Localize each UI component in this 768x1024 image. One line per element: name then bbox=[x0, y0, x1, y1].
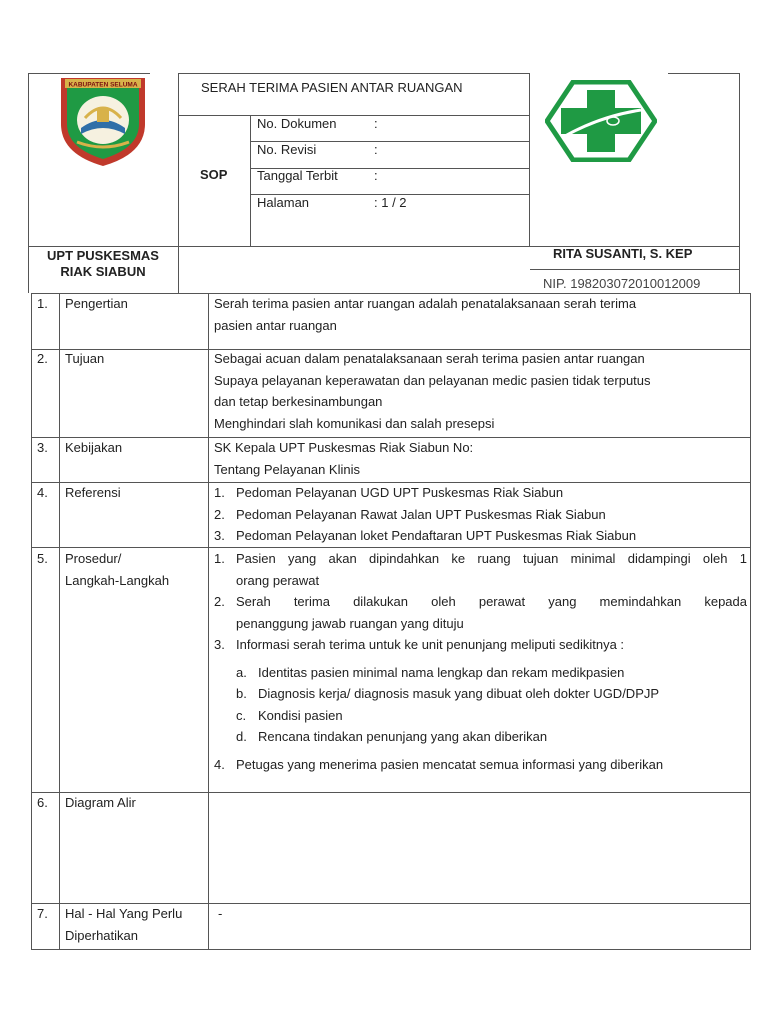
list-text: Pedoman Pelayanan loket Pendaftaran UPT Puskesmas Riak Siabun bbox=[236, 528, 637, 543]
list-item bbox=[214, 591, 747, 634]
list-text: Pedoman Pelayanan Rawat Jalan UPT Puskesmas Riak Siabun bbox=[236, 506, 606, 522]
list-marker: a. bbox=[236, 664, 247, 680]
meta-label: Halaman bbox=[257, 195, 310, 210]
list-item bbox=[214, 525, 744, 547]
row-label: Diagram Alir bbox=[65, 795, 136, 810]
content-line: Menghindari slah komunikasi dan salah presepsi bbox=[214, 415, 495, 431]
label-line: Prosedur/ bbox=[65, 551, 122, 566]
list-marker: 2. bbox=[214, 506, 225, 522]
row-label: Tujuan bbox=[65, 351, 105, 366]
row-content bbox=[214, 348, 744, 434]
list-text: Serah terima dilakukan oleh perawat yang memindahkan kepada bbox=[236, 594, 747, 609]
signer-nip: NIP. 198203072010012009 bbox=[543, 276, 701, 291]
content-line: dan tetap berkesinambungan bbox=[214, 394, 383, 409]
row-label bbox=[65, 548, 169, 591]
org-name-line1: UPT PUSKESMAS bbox=[47, 248, 159, 263]
list-item bbox=[214, 754, 747, 776]
meta-value: : 1 / 2 bbox=[374, 195, 407, 210]
content-line: Sebagai acuan dalam penatalaksanaan serah terima pasien antar ruangan bbox=[214, 351, 645, 366]
row-content bbox=[218, 903, 222, 925]
meta-value: : bbox=[374, 116, 378, 131]
list-text: Diagnosis kerja/ diagnosis masuk yang dibuat oleh dokter UGD/DPJP bbox=[258, 686, 660, 701]
meta-value: : bbox=[374, 142, 378, 157]
label-line: Hal - Hal Yang Perlu bbox=[65, 906, 183, 921]
puskesmas-green-cross-icon bbox=[545, 80, 657, 162]
list-item bbox=[214, 548, 747, 591]
row-content bbox=[214, 482, 744, 547]
sub-list-item bbox=[236, 683, 747, 705]
label-line: Langkah-Langkah bbox=[65, 572, 170, 588]
list-text: Pedoman Pelayanan UGD UPT Puskesmas Riak Siabun bbox=[236, 485, 564, 500]
sub-list-item bbox=[236, 705, 747, 727]
label-line: Diperhatikan bbox=[65, 927, 138, 943]
row-number: 1. bbox=[37, 296, 48, 311]
meta-label: Tanggal Terbit bbox=[257, 168, 338, 183]
list-text: Kondisi pasien bbox=[258, 707, 343, 723]
row-number: 2. bbox=[37, 351, 48, 366]
list-text: Informasi serah terima untuk ke unit penunjang meliputi sedikitnya : bbox=[236, 637, 625, 652]
list-marker: 1. bbox=[214, 551, 225, 566]
list-text: orang perawat bbox=[236, 572, 320, 588]
row-label bbox=[65, 903, 182, 946]
row-content bbox=[214, 293, 744, 336]
list-marker: 2. bbox=[214, 594, 225, 609]
signer-name: RITA SUSANTI, S. KEP bbox=[553, 246, 693, 261]
list-marker: b. bbox=[236, 686, 247, 701]
list-text: penanggung jawab ruangan yang dituju bbox=[236, 615, 464, 631]
sub-list-item bbox=[236, 662, 747, 684]
list-item bbox=[214, 634, 747, 656]
sop-label: SOP bbox=[200, 167, 228, 182]
list-marker: d. bbox=[236, 729, 247, 744]
row-number: 5. bbox=[37, 551, 48, 566]
list-marker: 1. bbox=[214, 485, 225, 500]
list-item bbox=[214, 482, 744, 504]
list-text: Rencana tindakan penunjang yang akan diberikan bbox=[258, 729, 548, 744]
list-text: Pasien yang akan dipindahkan ke ruang tujuan minimal didampingi oleh 1 bbox=[236, 551, 747, 566]
sub-list-item bbox=[236, 726, 747, 748]
list-item bbox=[214, 504, 744, 526]
content-line: Serah terima pasien antar ruangan adalah penatalaksanaan serah terima bbox=[214, 296, 637, 311]
regency-seal-icon bbox=[55, 72, 151, 168]
list-text: Identitas pasien minimal nama lengkap dan rekam medikpasien bbox=[258, 664, 625, 680]
row-label: Referensi bbox=[65, 485, 121, 500]
list-marker: 3. bbox=[214, 637, 225, 652]
list-text: Petugas yang menerima pasien mencatat semua informasi yang diberikan bbox=[236, 756, 664, 772]
org-name-line2: RIAK SIABUN bbox=[60, 264, 146, 279]
meta-value: : bbox=[374, 168, 378, 183]
content-line: - bbox=[218, 906, 223, 921]
list-marker: c. bbox=[236, 707, 247, 723]
content-line: Tentang Pelayanan Klinis bbox=[214, 461, 360, 477]
list-marker: 3. bbox=[214, 528, 225, 543]
sop-title: SERAH TERIMA PASIEN ANTAR RUANGAN bbox=[201, 80, 463, 95]
row-number: 3. bbox=[37, 440, 48, 455]
row-number: 4. bbox=[37, 485, 48, 500]
list-marker: 4. bbox=[214, 756, 225, 772]
row-number: 7. bbox=[37, 906, 48, 921]
seal-text: KABUPATEN SELUMA bbox=[68, 81, 138, 89]
row-label: Pengertian bbox=[65, 296, 128, 311]
content-line: SK Kepala UPT Puskesmas Riak Siabun No: bbox=[214, 440, 474, 455]
row-content bbox=[214, 548, 747, 775]
row-content bbox=[214, 437, 744, 480]
row-label: Kebijakan bbox=[65, 440, 123, 455]
meta-label: No. Dokumen bbox=[257, 116, 337, 131]
row-number: 6. bbox=[37, 795, 48, 810]
content-line: pasien antar ruangan bbox=[214, 317, 337, 333]
content-line: Supaya pelayanan keperawatan dan pelayanan medic pasien tidak terputus bbox=[214, 372, 651, 388]
meta-label: No. Revisi bbox=[257, 142, 317, 157]
